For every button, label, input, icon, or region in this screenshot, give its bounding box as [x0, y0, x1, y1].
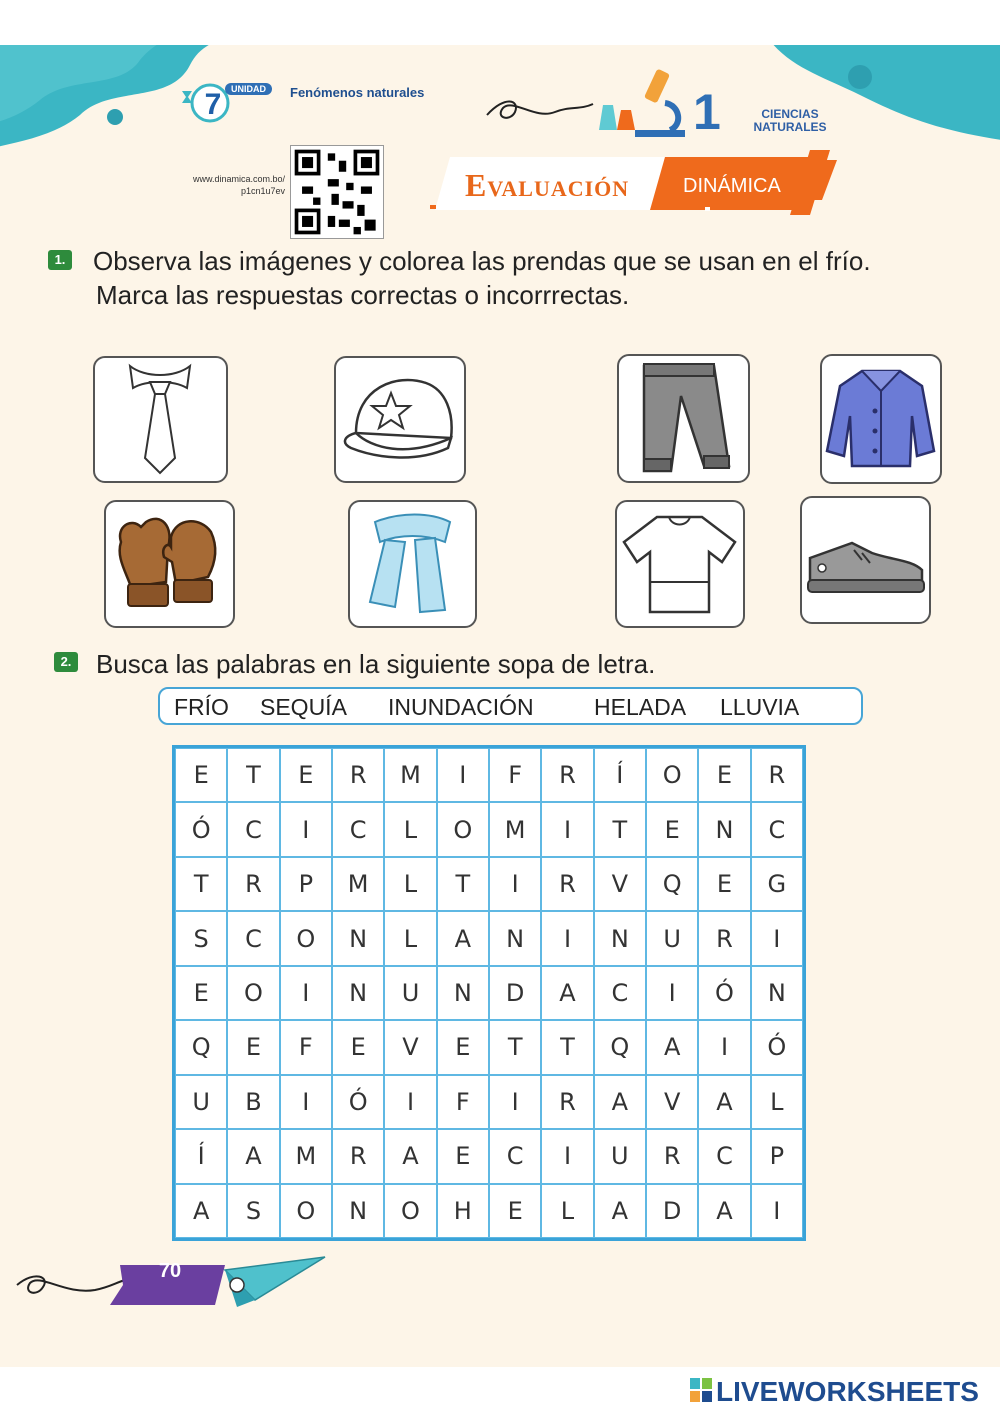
grid-cell[interactable]: O [280, 1184, 332, 1238]
grid-cell[interactable]: T [437, 857, 489, 911]
card-tshirt[interactable] [615, 500, 745, 628]
subject-line-1: CIENCIAS [761, 107, 819, 121]
grid-cell[interactable]: D [489, 966, 541, 1020]
grid-cell[interactable]: A [437, 911, 489, 965]
grid-cell[interactable]: A [594, 1075, 646, 1129]
grid-cell[interactable]: Ó [751, 1020, 803, 1074]
evaluation-badge: DINÁMICA [683, 175, 781, 197]
grid-cell[interactable]: P [751, 1129, 803, 1183]
grid-cell[interactable]: O [646, 748, 698, 802]
grid-cell[interactable]: C [489, 1129, 541, 1183]
grid-cell[interactable]: C [751, 802, 803, 856]
unit-number: 7 [204, 88, 222, 121]
grid-cell[interactable]: B [227, 1075, 279, 1129]
grid-cell[interactable]: Q [646, 857, 698, 911]
grid-cell[interactable]: R [541, 857, 593, 911]
url-line-2: p1cn1u7ev [240, 186, 285, 196]
grid-cell[interactable]: Q [175, 1020, 227, 1074]
exercise-2-instruction: Busca las palabras en la siguiente sopa de letra. [96, 649, 656, 679]
card-shoe[interactable] [800, 496, 931, 624]
card-scarf[interactable] [348, 500, 477, 628]
grid-cell[interactable]: R [646, 1129, 698, 1183]
grid-cell[interactable]: C [227, 802, 279, 856]
card-mittens[interactable] [104, 500, 235, 628]
pants-icon [619, 356, 748, 481]
cap-icon [336, 358, 464, 481]
grid-cell[interactable]: C [698, 1129, 750, 1183]
card-pants[interactable] [617, 354, 750, 483]
topic-title: Fenómenos naturales [290, 85, 425, 100]
grid-cell[interactable]: I [280, 802, 332, 856]
grid-cell[interactable]: G [751, 857, 803, 911]
grid-cell[interactable]: V [646, 1075, 698, 1129]
grid-cell[interactable]: A [175, 1184, 227, 1238]
grid-cell[interactable]: T [594, 802, 646, 856]
grid-cell[interactable]: Q [594, 1020, 646, 1074]
grid-cell[interactable]: Ó [332, 1075, 384, 1129]
grid-cell[interactable]: N [489, 911, 541, 965]
word-helada: HELADA [594, 694, 687, 720]
grid-cell[interactable]: V [594, 857, 646, 911]
grid-cell[interactable]: I [541, 1129, 593, 1183]
word-frio: FRÍO [174, 694, 229, 720]
grid-cell[interactable]: O [437, 802, 489, 856]
grid-cell[interactable]: E [489, 1184, 541, 1238]
grid-cell[interactable]: O [384, 1184, 436, 1238]
grid-cell[interactable]: C [227, 911, 279, 965]
exercise-1-line-1: Observa las imágenes y colorea las prendas que se usan en el frío. [93, 246, 871, 276]
grid-cell[interactable]: N [332, 1184, 384, 1238]
swirl-ornament [485, 90, 595, 130]
url-text [170, 173, 285, 197]
grid-cell[interactable]: A [541, 966, 593, 1020]
grid-cell[interactable]: U [175, 1075, 227, 1129]
grid-cell[interactable]: Ó [698, 966, 750, 1020]
grid-cell[interactable]: R [541, 748, 593, 802]
grid-cell[interactable]: L [384, 911, 436, 965]
grid-cell[interactable]: S [227, 1184, 279, 1238]
word-bank [158, 687, 863, 725]
grid-cell[interactable]: U [646, 911, 698, 965]
grid-cell[interactable]: N [594, 911, 646, 965]
grid-cell[interactable]: U [384, 966, 436, 1020]
worksheet-page [0, 45, 1000, 1367]
grid-cell[interactable]: E [698, 748, 750, 802]
grid-cell[interactable]: I [489, 857, 541, 911]
grid-cell[interactable]: M [384, 748, 436, 802]
liveworksheets-logo-icon [690, 1378, 712, 1402]
grid-cell[interactable]: E [646, 802, 698, 856]
grid-cell[interactable]: O [280, 911, 332, 965]
grid-cell[interactable]: E [437, 1129, 489, 1183]
grid-cell[interactable]: E [698, 857, 750, 911]
grade-number: 1 [693, 84, 721, 140]
grid-cell[interactable]: H [437, 1184, 489, 1238]
page-number: 70 [158, 1260, 182, 1282]
grid-cell[interactable]: I [280, 966, 332, 1020]
grid-cell[interactable]: I [751, 911, 803, 965]
grid-cell[interactable]: F [489, 748, 541, 802]
grid-cell[interactable]: I [541, 911, 593, 965]
mittens-icon [106, 502, 233, 626]
grid-cell[interactable]: M [332, 857, 384, 911]
grid-cell[interactable]: L [384, 802, 436, 856]
qr-code-icon [290, 145, 384, 239]
exercise-1-line-2: Marca las respuestas correctas o incorrrectas. [96, 280, 630, 310]
word-search-grid [172, 745, 806, 1241]
grid-cell[interactable]: L [541, 1184, 593, 1238]
grid-cell[interactable]: E [175, 748, 227, 802]
word-lluvia: LLUVIA [720, 694, 800, 720]
grid-cell[interactable]: A [384, 1129, 436, 1183]
grid-cell[interactable]: R [332, 748, 384, 802]
grid-cell[interactable]: R [751, 748, 803, 802]
grid-cell[interactable]: O [227, 966, 279, 1020]
grid-cell[interactable]: E [280, 748, 332, 802]
exercise-1-number: 1. [48, 250, 72, 270]
grid-cell[interactable]: E [175, 966, 227, 1020]
grid-cell[interactable]: I [541, 802, 593, 856]
grid-cell[interactable]: E [332, 1020, 384, 1074]
jacket-icon [822, 356, 940, 482]
grid-cell[interactable]: I [751, 1184, 803, 1238]
subject-line-2: NATURALES [753, 120, 827, 134]
grid-cell[interactable]: I [280, 1075, 332, 1129]
grid-cell[interactable]: R [541, 1075, 593, 1129]
grid-cell[interactable]: D [646, 1184, 698, 1238]
card-tie[interactable] [93, 356, 228, 483]
grid-cell[interactable]: U [594, 1129, 646, 1183]
unit-tag: UNIDAD [225, 83, 272, 95]
subject-label [745, 108, 835, 134]
grid-cell[interactable]: R [332, 1129, 384, 1183]
grid-cell[interactable]: N [437, 966, 489, 1020]
scarf-icon [350, 502, 475, 626]
grid-cell[interactable]: I [698, 1020, 750, 1074]
grid-cell[interactable]: E [437, 1020, 489, 1074]
grid-cell[interactable]: Í [175, 1129, 227, 1183]
grid-cell[interactable]: F [280, 1020, 332, 1074]
grid-cell[interactable]: L [384, 857, 436, 911]
grid-cell[interactable]: N [332, 966, 384, 1020]
grid-cell[interactable]: C [332, 802, 384, 856]
word-sequia: SEQUÍA [260, 694, 347, 720]
grid-cell[interactable]: Í [594, 748, 646, 802]
grid-cell[interactable]: A [227, 1129, 279, 1183]
exercise-2-number: 2. [54, 652, 78, 672]
grid-cell[interactable]: S [175, 911, 227, 965]
grid-cell[interactable]: T [489, 1020, 541, 1074]
grid-cell[interactable]: V [384, 1020, 436, 1074]
grid-cell[interactable]: R [698, 911, 750, 965]
grid-cell[interactable]: I [646, 966, 698, 1020]
grid-cell[interactable]: I [437, 748, 489, 802]
microscope-icon [595, 65, 690, 140]
grid-cell[interactable]: C [594, 966, 646, 1020]
tshirt-icon [617, 502, 743, 626]
grid-cell[interactable]: N [751, 966, 803, 1020]
evaluation-title: Evaluación [465, 167, 630, 203]
grid-cell[interactable]: I [489, 1075, 541, 1129]
grid-cell[interactable]: M [280, 1129, 332, 1183]
tie-icon [95, 358, 226, 481]
grid-cell[interactable]: T [175, 857, 227, 911]
grid-cell[interactable]: R [227, 857, 279, 911]
word-inundacion: INUNDACIÓN [388, 694, 534, 720]
grid-cell[interactable]: T [541, 1020, 593, 1074]
grid-cell[interactable]: T [227, 748, 279, 802]
grid-cell[interactable]: N [332, 911, 384, 965]
grid-cell[interactable]: F [437, 1075, 489, 1129]
card-cap[interactable] [334, 356, 466, 483]
liveworksheets-brand: LIVEWORKSHEETS [716, 1376, 979, 1407]
grid-cell[interactable]: M [489, 802, 541, 856]
shoe-icon [802, 498, 929, 622]
grid-cell[interactable]: A [698, 1184, 750, 1238]
card-jacket[interactable] [820, 354, 942, 484]
grid-cell[interactable]: L [751, 1075, 803, 1129]
grid-cell[interactable]: Ó [175, 802, 227, 856]
grid-cell[interactable]: I [384, 1075, 436, 1129]
grid-cell[interactable]: A [646, 1020, 698, 1074]
grid-cell[interactable]: A [594, 1184, 646, 1238]
grid-cell[interactable]: E [227, 1020, 279, 1074]
grid-cell[interactable]: P [280, 857, 332, 911]
grid-cell[interactable]: N [698, 802, 750, 856]
url-line-1: www.dinamica.com.bo/ [192, 174, 285, 184]
grid-cell[interactable]: A [698, 1075, 750, 1129]
